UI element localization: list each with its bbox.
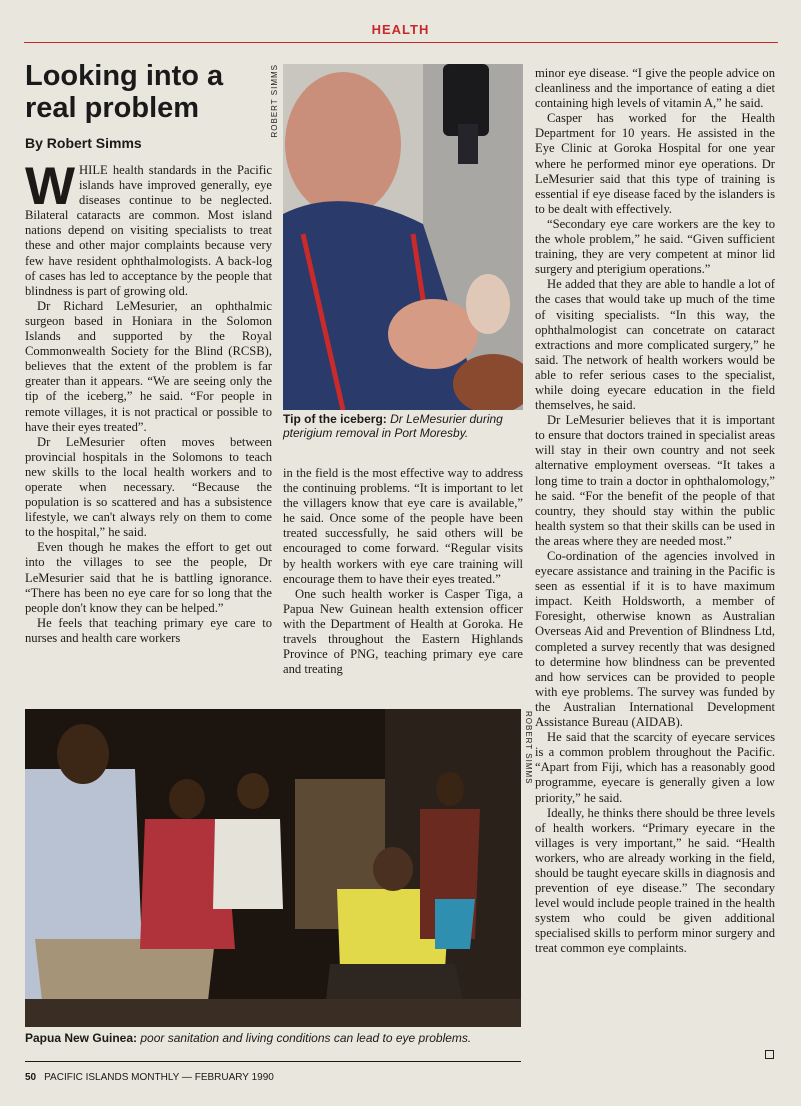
end-mark-icon bbox=[765, 1050, 774, 1059]
article-column-1 bbox=[25, 157, 272, 646]
photo-village-group bbox=[25, 709, 521, 1027]
paragraph: “Secondary eye care workers are the key to the whole problem,” he said. “Given sufficient training, they are very competent at minor lid surgery and pterigium operations.” bbox=[535, 216, 775, 277]
publication-info: PACIFIC ISLANDS MONTHLY — FEBRUARY 1990 bbox=[44, 1072, 274, 1083]
headline: Looking into a real problem bbox=[25, 60, 224, 124]
section-rule bbox=[24, 42, 778, 43]
paragraph: Co-ordination of the agencies involved in eyecare assistance and training in the Pacific is seen as essential if it is to have maximum impact. Keith Holdsworth, a member of Foresight, otherwise known as Australian Overseas Aid and Prevention of Blindness Ltd, completed a survey recently that was designed to determine how blindness can be prevented and how services can be provided to people with eye problems. The survey was funded by the Australian International Development Assistance Bureau (AIDAB). bbox=[535, 549, 775, 730]
paragraph: Ideally, he thinks there should be three levels of health workers. “Primary eyecare in the villages is very important,” he said. “Health workers, who are already working in the field, should be taught eyecare skills in diagnosis and prevention of eye disease.” The secondary level would include people trained in the health system who could be given additional specialised skills to perform minor surgery and treat common eye complaints. bbox=[535, 805, 775, 956]
paragraph: Casper has worked for the Health Department for 10 years. He assisted in the Eye Clinic at Goroka Hospital for one year where he performed minor eye operations. Dr LeMesurier said that this type of training is essential if eye disease faced by the islanders is to be dealt with effectively. bbox=[535, 111, 775, 216]
caption-rule bbox=[25, 1061, 521, 1062]
photo-credit: ROBERT SIMMS bbox=[524, 711, 533, 785]
paragraph: Even though he makes the effort to get out into the villages to see the people, Dr LeMesurier said that he is battling ignorance. “There has been no eye care for so long that the people don't know they can be helped.” bbox=[25, 540, 272, 615]
paragraph: Dr LeMesurier believes that it is important to ensure that doctors trained in specialist areas will stay in their own country and not seek alternative employment overseas. “It takes a long time to train a doctor in ophthalomology,” he said. “For the benefit of the people of that country, they should stay within the public health system so that their skills can be used in the areas where they are needed most.” bbox=[535, 413, 775, 548]
photo-credit: ROBERT SIMMS bbox=[270, 64, 279, 138]
paragraph: HILE health standards in the Pacific islands have improved generally, eye diseases continue to be neglected. Bilateral cataracts are common. Most island nations depend on visiting specialists to treat these and other major complaints because very few have resident ophthalmologists. A back-log of cases has led to acceptance by the people that blindness is part of growing old. bbox=[25, 163, 272, 298]
drop-cap: W bbox=[25, 157, 76, 216]
paragraph: He added that they are able to handle a lot of the cases that would take up much of the time of visiting specialists. “In this way, the ophthalmologist can concetrate on cataract extractions and more complicated surgery,” he said. The network of health workers would be able to refer serious cases to the specialist, while doing eyecare education in the field themselves, he said. bbox=[535, 277, 775, 413]
byline: By Robert Simms bbox=[25, 135, 142, 151]
paragraph: Dr LeMesurier often moves between provincial hospitals in the Solomons to teach new skills to the local health workers and to operate when necessary. “Because the population is so scattered and has a subsistence lifestyle, we can't always rely on them to come to the hospital,” he said. bbox=[25, 434, 272, 540]
page-footer bbox=[25, 1072, 274, 1083]
page-number: 50 bbox=[25, 1072, 37, 1083]
section-label: HEALTH bbox=[371, 22, 430, 37]
paragraph: minor eye disease. “I give the people advice on cleanliness and the importance of eating a diet containing high levels of vitamin A,” he said. bbox=[535, 66, 775, 111]
article-column-2 bbox=[283, 466, 523, 677]
paragraph: in the field is the most effective way to address the continuing problems. “It is important to let the villagers know that eye care is available,” he said. Once some of the people have been treated successfully, he said others will be encouraged to come forward. “Regular visits by health workers with eye care training will encourage them to have their eyes treated.” bbox=[283, 466, 523, 586]
article-column-3 bbox=[535, 66, 775, 957]
paragraph: He feels that teaching primary eye care to nurses and health care workers bbox=[25, 615, 272, 645]
photo-surgeon bbox=[283, 64, 523, 410]
photo-caption: Papua New Guinea: poor sanitation and living conditions can lead to eye problems. bbox=[25, 1031, 472, 1045]
paragraph: Dr Richard LeMesurier, an ophthalmic surgeon based in Honiara in the Solomon Islands and supported by the Royal Commonwealth Society for the Blind (RCSB), believes that the extent of the problem is far greater than it appears. “We are seeing only the tip of the iceberg,” he said. “For people in remote villages, it is not practical or possible to have their eyes treated”. bbox=[25, 298, 272, 434]
paragraph: He said that the scarcity of eyecare services is a common problem throughout the Pacific. “Apart from Fiji, which has a reasonably good programme, eyecare is generally given a low priority,” he said. bbox=[535, 730, 775, 805]
photo-caption: Tip of the iceberg: Dr LeMesurier during pterigium removal in Port Moresby. bbox=[283, 412, 503, 440]
paragraph: One such health worker is Casper Tiga, a Papua New Guinean health extension officer with the Department of Health at Goroka. He travels throughout the Eastern Highlands Province of PNG, teaching primary eye care and treating bbox=[283, 586, 523, 677]
